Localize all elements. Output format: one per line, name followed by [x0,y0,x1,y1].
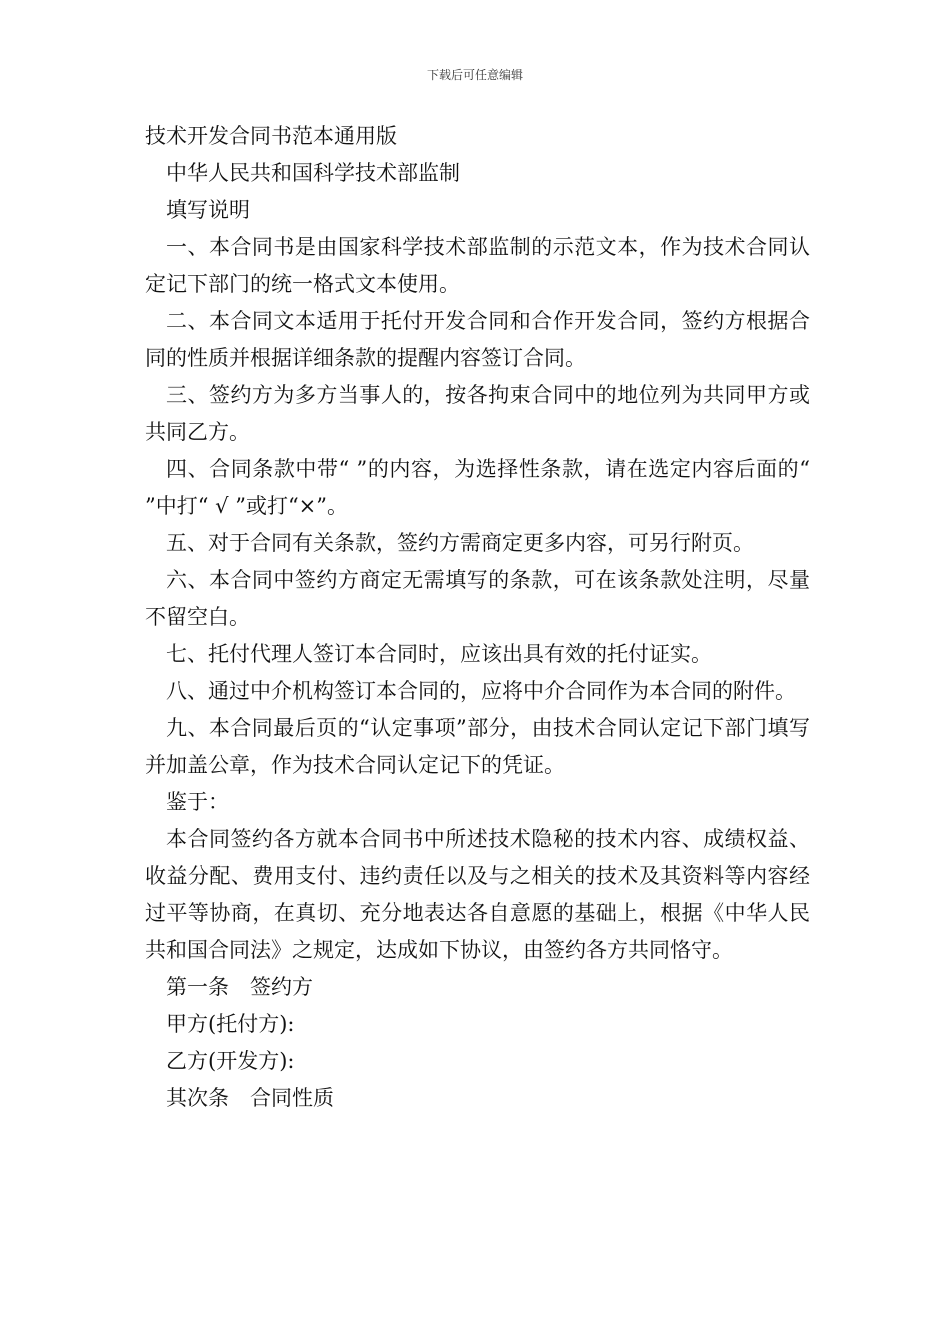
instruction-item: 四、合同条款中带“ ”的内容，为选择性条款，请在选定内容后面的“ ”中打“ √ ”或打“×”。 [145,457,810,518]
instruction-item: 五、对于合同有关条款，签约方需商定更多内容，可另行附页。 [166,531,754,555]
instruction-item: 九、本合同最后页的“认定事项”部分，由技术合同认定记下部门填写并加盖公章，作为技术合同认定记下的凭证。 [145,716,810,777]
instruction-item: 二、本合同文本适用于托付开发合同和合作开发合同，签约方根据合同的性质并根据详细条款的提醒内容签订合同。 [145,309,810,370]
party-b-line: 乙方(开发方): [166,1049,295,1073]
article-1-heading: 第一条 签约方 [166,975,313,999]
instruction-item: 三、签约方为多方当事人的，按各拘束合同中的地位列为共同甲方或共同乙方。 [145,383,810,444]
whereas-text: 本合同签约各方就本合同书中所述技术隐秘的技术内容、成绩权益、收益分配、费用支付、违约责任以及与之相关的技术及其资料等内容经过平等协商，在真切、充分地表达各自意愿的基础上，根据《中华人民共和国合同法》之规定，达成如下协议，由签约各方共同恪守。 [145,827,810,962]
party-a-line: 甲方(托付方): [166,1012,295,1036]
instructions-heading: 填写说明 [166,198,250,222]
document-title: 技术开发合同书范本通用版 [145,124,397,148]
document-body [145,118,810,1117]
supervisor-line: 中华人民共和国科学技术部监制 [166,161,460,185]
instruction-item: 六、本合同中签约方商定无需填写的条款，可在该条款处注明，尽量不留空白。 [145,568,810,629]
header-note: 下载后可任意编辑 [426,68,523,82]
instruction-item: 七、托付代理人签订本合同时，应该出具有效的托付证实。 [166,642,712,666]
instruction-item: 八、通过中介机构签订本合同的，应将中介合同作为本合同的附件。 [166,679,796,703]
instruction-item: 一、本合同书是由国家科学技术部监制的示范文本，作为技术合同认定记下部门的统一格式文本使用。 [145,235,810,296]
article-2-heading: 其次条 合同性质 [166,1086,334,1110]
whereas-heading: 鉴于： [166,790,229,814]
